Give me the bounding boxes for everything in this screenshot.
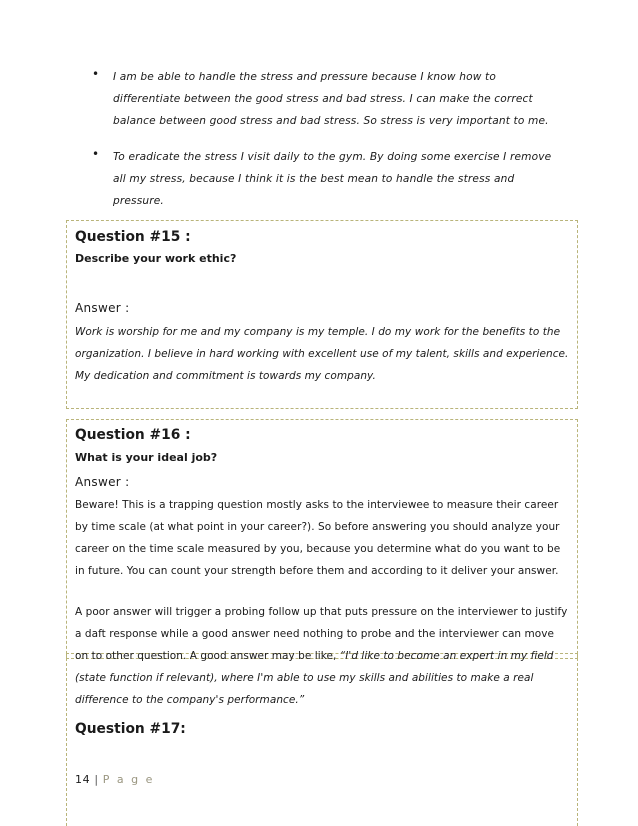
- footer-separator: |: [94, 773, 99, 786]
- answer-16-paragraph-2: [75, 601, 570, 711]
- page-number: 14: [75, 773, 91, 786]
- question-15-title: Question #15 :: [75, 229, 191, 245]
- list-item: [92, 66, 562, 132]
- answer-15-label: Answer :: [75, 301, 130, 315]
- list-item: [92, 146, 562, 212]
- bullet-list: [92, 66, 562, 226]
- question-16-title: Question #16 :: [75, 427, 191, 443]
- page-word: P a g e: [102, 773, 155, 786]
- answer-16-paragraph-1: Beware! This is a trapping question mostly asks to the interviewee to measure their career by time scale (at what point in your career?). So before answering you should analyze your career on the time scale measured by you, because you determine what do you want to be in future. You can count your strength before them and according to it deliver your answer.: [75, 499, 561, 577]
- answer-15-text: Work is worship for me and my company is my temple. I do my work for the benefits to the organization. I believe in hard working with excellent use of my talent, skills and experience. My dedication and commitment is towards my company.: [75, 326, 569, 382]
- answer-16-label: Answer :: [75, 475, 130, 489]
- answer-16-paragraph-2-lead: A poor answer will trigger a probing follow up that puts pressure on the interviewer to justify a daft response while a good answer need nothing to probe and the interviewer can move on to other question. A good answer may be like,: [75, 606, 568, 662]
- answer-16-quote: “I'd like to become an expert in my field (state function if relevant), where I'm able to use my skills and abilities to make a real difference to the company's performance.”: [75, 650, 554, 706]
- bullet-text: To eradicate the stress I visit daily to the gym. By doing some exercise I remove all my stress, because I think it is the best mean to handle the stress and pressure.: [113, 151, 552, 207]
- page-footer: [75, 773, 154, 786]
- question-16-text: What is your ideal job?: [75, 451, 218, 464]
- bullet-text: I am be able to handle the stress and pressure because I know how to differentiate between the good stress and bad stress. I can make the correct balance between good stress and bad stress. So stress is very important to me.: [113, 71, 549, 127]
- bullet-icon: •: [92, 67, 100, 81]
- question-17-title: Question #17:: [75, 721, 186, 737]
- bullet-icon: •: [92, 147, 100, 161]
- question-15-text: Describe your work ethic?: [75, 252, 237, 265]
